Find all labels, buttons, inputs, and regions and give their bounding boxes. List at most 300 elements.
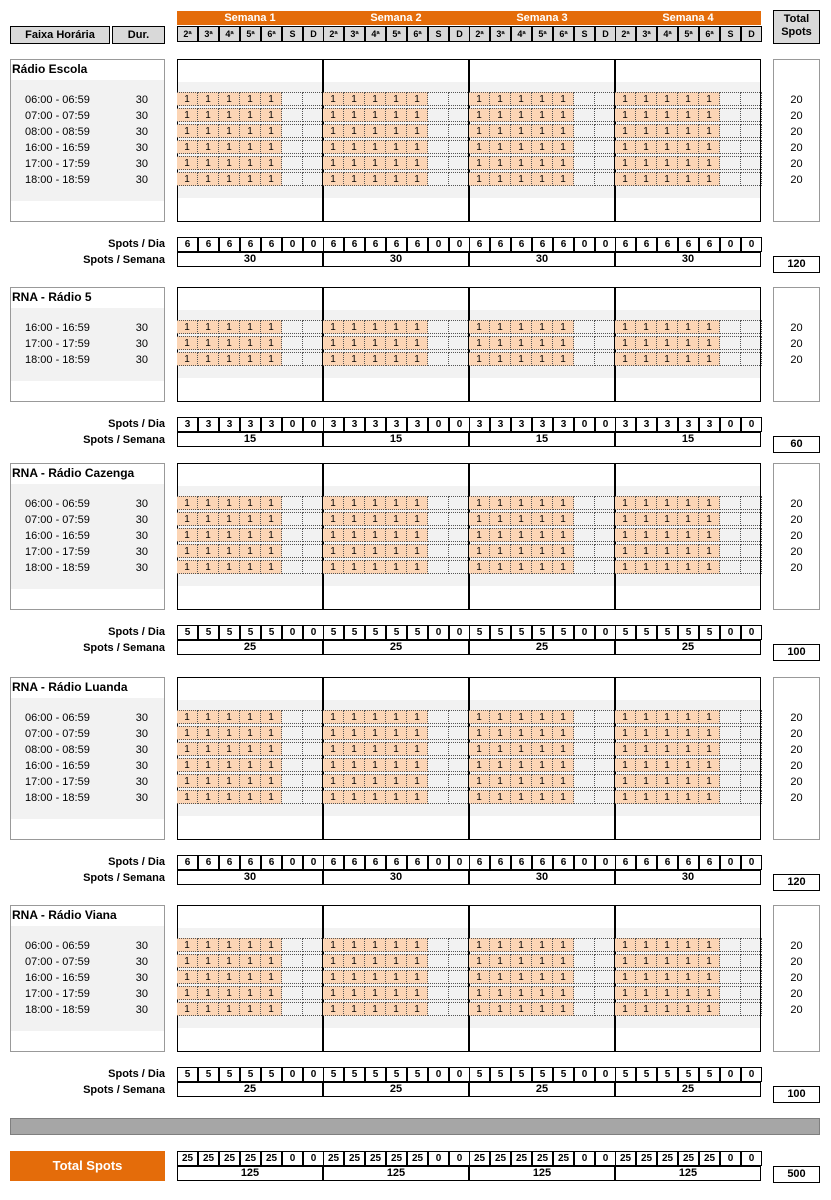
schedule-cell[interactable]	[741, 544, 762, 558]
schedule-cell[interactable]: 1	[386, 758, 407, 772]
schedule-cell[interactable]: 1	[261, 986, 282, 1000]
schedule-cell[interactable]: 1	[699, 774, 720, 788]
schedule-cell[interactable]	[303, 496, 324, 510]
schedule-cell[interactable]: 1	[240, 726, 261, 740]
schedule-cell[interactable]: 1	[198, 544, 219, 558]
schedule-cell[interactable]: 1	[177, 774, 198, 788]
schedule-cell[interactable]	[428, 970, 449, 984]
schedule-cell[interactable]: 1	[323, 528, 344, 542]
schedule-cell[interactable]: 1	[636, 560, 657, 574]
schedule-cell[interactable]: 1	[386, 528, 407, 542]
schedule-cell[interactable]	[428, 172, 449, 186]
schedule-cell[interactable]: 1	[198, 108, 219, 122]
schedule-cell[interactable]	[595, 758, 616, 772]
schedule-cell[interactable]: 1	[490, 92, 511, 106]
schedule-cell[interactable]: 1	[699, 140, 720, 154]
schedule-cell[interactable]: 1	[511, 108, 532, 122]
schedule-cell[interactable]	[428, 496, 449, 510]
schedule-cell[interactable]: 1	[198, 774, 219, 788]
schedule-cell[interactable]: 1	[198, 726, 219, 740]
schedule-cell[interactable]	[741, 774, 762, 788]
schedule-cell[interactable]: 1	[553, 336, 574, 350]
schedule-cell[interactable]: 1	[198, 352, 219, 366]
schedule-cell[interactable]: 1	[240, 172, 261, 186]
schedule-cell[interactable]: 1	[511, 320, 532, 334]
schedule-cell[interactable]	[282, 528, 303, 542]
schedule-cell[interactable]: 1	[490, 336, 511, 350]
schedule-cell[interactable]	[741, 726, 762, 740]
schedule-cell[interactable]	[449, 336, 470, 350]
schedule-cell[interactable]	[595, 140, 616, 154]
schedule-cell[interactable]	[282, 986, 303, 1000]
schedule-cell[interactable]	[741, 512, 762, 526]
schedule-cell[interactable]: 1	[323, 710, 344, 724]
schedule-cell[interactable]: 1	[240, 92, 261, 106]
schedule-cell[interactable]: 1	[240, 1002, 261, 1016]
schedule-cell[interactable]: 1	[386, 560, 407, 574]
schedule-cell[interactable]	[449, 124, 470, 138]
schedule-cell[interactable]: 1	[240, 954, 261, 968]
schedule-cell[interactable]: 1	[636, 726, 657, 740]
schedule-cell[interactable]: 1	[615, 710, 636, 724]
schedule-cell[interactable]: 1	[469, 790, 490, 804]
schedule-cell[interactable]	[282, 512, 303, 526]
schedule-cell[interactable]	[449, 156, 470, 170]
schedule-cell[interactable]: 1	[699, 156, 720, 170]
schedule-cell[interactable]	[449, 496, 470, 510]
schedule-cell[interactable]	[303, 790, 324, 804]
schedule-cell[interactable]	[303, 758, 324, 772]
schedule-cell[interactable]: 1	[240, 758, 261, 772]
schedule-cell[interactable]: 1	[344, 172, 365, 186]
schedule-cell[interactable]	[282, 774, 303, 788]
schedule-cell[interactable]	[303, 528, 324, 542]
schedule-cell[interactable]: 1	[532, 172, 553, 186]
schedule-cell[interactable]: 1	[636, 528, 657, 542]
schedule-cell[interactable]: 1	[261, 560, 282, 574]
schedule-cell[interactable]	[574, 352, 595, 366]
schedule-cell[interactable]: 1	[657, 92, 678, 106]
schedule-cell[interactable]: 1	[636, 1002, 657, 1016]
schedule-cell[interactable]: 1	[261, 528, 282, 542]
schedule-cell[interactable]: 1	[219, 710, 240, 724]
schedule-cell[interactable]: 1	[636, 124, 657, 138]
schedule-cell[interactable]	[720, 790, 741, 804]
schedule-cell[interactable]	[303, 1002, 324, 1016]
schedule-cell[interactable]: 1	[261, 758, 282, 772]
schedule-cell[interactable]: 1	[657, 512, 678, 526]
schedule-cell[interactable]	[303, 954, 324, 968]
schedule-cell[interactable]	[428, 156, 449, 170]
schedule-cell[interactable]: 1	[219, 512, 240, 526]
schedule-cell[interactable]	[303, 986, 324, 1000]
schedule-cell[interactable]: 1	[344, 726, 365, 740]
schedule-cell[interactable]: 1	[219, 108, 240, 122]
schedule-cell[interactable]: 1	[553, 140, 574, 154]
schedule-cell[interactable]	[741, 108, 762, 122]
schedule-cell[interactable]	[720, 560, 741, 574]
schedule-cell[interactable]: 1	[469, 124, 490, 138]
schedule-cell[interactable]: 1	[323, 124, 344, 138]
schedule-cell[interactable]: 1	[532, 938, 553, 952]
schedule-cell[interactable]	[449, 320, 470, 334]
schedule-cell[interactable]: 1	[532, 336, 553, 350]
schedule-cell[interactable]	[720, 544, 741, 558]
schedule-cell[interactable]	[574, 92, 595, 106]
schedule-cell[interactable]: 1	[219, 758, 240, 772]
schedule-cell[interactable]: 1	[323, 320, 344, 334]
schedule-cell[interactable]: 1	[678, 710, 699, 724]
schedule-cell[interactable]: 1	[198, 938, 219, 952]
schedule-cell[interactable]: 1	[657, 986, 678, 1000]
schedule-cell[interactable]: 1	[532, 544, 553, 558]
schedule-cell[interactable]: 1	[636, 938, 657, 952]
schedule-cell[interactable]: 1	[532, 970, 553, 984]
schedule-cell[interactable]	[741, 742, 762, 756]
schedule-cell[interactable]: 1	[469, 1002, 490, 1016]
schedule-cell[interactable]: 1	[198, 970, 219, 984]
schedule-cell[interactable]	[595, 528, 616, 542]
schedule-cell[interactable]	[449, 544, 470, 558]
schedule-cell[interactable]: 1	[469, 710, 490, 724]
schedule-cell[interactable]: 1	[511, 124, 532, 138]
schedule-cell[interactable]: 1	[657, 156, 678, 170]
schedule-cell[interactable]: 1	[240, 710, 261, 724]
schedule-cell[interactable]: 1	[511, 726, 532, 740]
schedule-cell[interactable]: 1	[219, 92, 240, 106]
schedule-cell[interactable]	[428, 124, 449, 138]
schedule-cell[interactable]	[303, 108, 324, 122]
schedule-cell[interactable]: 1	[532, 726, 553, 740]
schedule-cell[interactable]	[741, 336, 762, 350]
schedule-cell[interactable]	[282, 172, 303, 186]
schedule-cell[interactable]: 1	[657, 496, 678, 510]
schedule-cell[interactable]: 1	[657, 140, 678, 154]
schedule-cell[interactable]: 1	[344, 320, 365, 334]
schedule-cell[interactable]: 1	[323, 544, 344, 558]
schedule-cell[interactable]: 1	[407, 954, 428, 968]
schedule-cell[interactable]: 1	[177, 92, 198, 106]
schedule-cell[interactable]	[282, 1002, 303, 1016]
schedule-cell[interactable]: 1	[490, 954, 511, 968]
schedule-cell[interactable]: 1	[615, 108, 636, 122]
schedule-cell[interactable]: 1	[219, 742, 240, 756]
schedule-cell[interactable]	[574, 320, 595, 334]
schedule-cell[interactable]: 1	[678, 512, 699, 526]
schedule-cell[interactable]	[303, 320, 324, 334]
schedule-cell[interactable]: 1	[699, 986, 720, 1000]
schedule-cell[interactable]	[574, 774, 595, 788]
schedule-cell[interactable]: 1	[699, 320, 720, 334]
schedule-cell[interactable]: 1	[177, 970, 198, 984]
schedule-cell[interactable]: 1	[407, 528, 428, 542]
schedule-cell[interactable]	[282, 954, 303, 968]
schedule-cell[interactable]: 1	[511, 352, 532, 366]
schedule-cell[interactable]: 1	[678, 496, 699, 510]
schedule-cell[interactable]	[741, 560, 762, 574]
schedule-cell[interactable]: 1	[657, 172, 678, 186]
schedule-cell[interactable]	[741, 970, 762, 984]
schedule-cell[interactable]: 1	[240, 108, 261, 122]
schedule-cell[interactable]: 1	[198, 156, 219, 170]
schedule-cell[interactable]	[449, 172, 470, 186]
schedule-cell[interactable]: 1	[490, 528, 511, 542]
schedule-cell[interactable]: 1	[615, 352, 636, 366]
schedule-cell[interactable]: 1	[532, 512, 553, 526]
schedule-cell[interactable]: 1	[532, 528, 553, 542]
schedule-cell[interactable]: 1	[365, 1002, 386, 1016]
schedule-cell[interactable]: 1	[532, 140, 553, 154]
schedule-cell[interactable]	[428, 92, 449, 106]
schedule-cell[interactable]: 1	[553, 512, 574, 526]
schedule-cell[interactable]	[574, 108, 595, 122]
schedule-cell[interactable]	[720, 986, 741, 1000]
schedule-cell[interactable]	[720, 140, 741, 154]
schedule-cell[interactable]: 1	[657, 1002, 678, 1016]
schedule-cell[interactable]: 1	[657, 774, 678, 788]
schedule-cell[interactable]: 1	[699, 496, 720, 510]
schedule-cell[interactable]: 1	[407, 544, 428, 558]
schedule-cell[interactable]: 1	[177, 140, 198, 154]
schedule-cell[interactable]: 1	[699, 726, 720, 740]
schedule-cell[interactable]: 1	[261, 336, 282, 350]
schedule-cell[interactable]: 1	[323, 970, 344, 984]
schedule-cell[interactable]: 1	[636, 336, 657, 350]
schedule-cell[interactable]: 1	[615, 774, 636, 788]
schedule-cell[interactable]: 1	[553, 774, 574, 788]
schedule-cell[interactable]: 1	[177, 512, 198, 526]
schedule-cell[interactable]: 1	[469, 140, 490, 154]
schedule-cell[interactable]: 1	[511, 710, 532, 724]
schedule-cell[interactable]	[303, 172, 324, 186]
schedule-cell[interactable]: 1	[469, 742, 490, 756]
schedule-cell[interactable]	[741, 320, 762, 334]
schedule-cell[interactable]: 1	[219, 726, 240, 740]
schedule-cell[interactable]: 1	[219, 970, 240, 984]
schedule-cell[interactable]	[449, 528, 470, 542]
schedule-cell[interactable]: 1	[407, 790, 428, 804]
schedule-cell[interactable]: 1	[511, 790, 532, 804]
schedule-cell[interactable]	[720, 528, 741, 542]
schedule-cell[interactable]: 1	[177, 986, 198, 1000]
schedule-cell[interactable]: 1	[490, 758, 511, 772]
schedule-cell[interactable]: 1	[261, 970, 282, 984]
schedule-cell[interactable]	[720, 774, 741, 788]
schedule-cell[interactable]: 1	[407, 320, 428, 334]
schedule-cell[interactable]: 1	[699, 124, 720, 138]
schedule-cell[interactable]: 1	[699, 544, 720, 558]
schedule-cell[interactable]: 1	[386, 1002, 407, 1016]
schedule-cell[interactable]: 1	[323, 742, 344, 756]
schedule-cell[interactable]	[303, 140, 324, 154]
schedule-cell[interactable]	[595, 108, 616, 122]
schedule-cell[interactable]	[574, 726, 595, 740]
schedule-cell[interactable]: 1	[532, 156, 553, 170]
schedule-cell[interactable]	[595, 1002, 616, 1016]
schedule-cell[interactable]: 1	[365, 140, 386, 154]
schedule-cell[interactable]	[595, 496, 616, 510]
schedule-cell[interactable]	[720, 758, 741, 772]
schedule-cell[interactable]	[282, 320, 303, 334]
schedule-cell[interactable]	[741, 140, 762, 154]
schedule-cell[interactable]: 1	[657, 528, 678, 542]
schedule-cell[interactable]: 1	[511, 986, 532, 1000]
schedule-cell[interactable]: 1	[344, 156, 365, 170]
schedule-cell[interactable]: 1	[678, 336, 699, 350]
schedule-cell[interactable]	[741, 1002, 762, 1016]
schedule-cell[interactable]: 1	[365, 512, 386, 526]
schedule-cell[interactable]: 1	[615, 512, 636, 526]
schedule-cell[interactable]: 1	[678, 124, 699, 138]
schedule-cell[interactable]: 1	[553, 496, 574, 510]
schedule-cell[interactable]: 1	[240, 790, 261, 804]
schedule-cell[interactable]: 1	[261, 108, 282, 122]
schedule-cell[interactable]: 1	[553, 970, 574, 984]
schedule-cell[interactable]: 1	[261, 938, 282, 952]
schedule-cell[interactable]	[449, 352, 470, 366]
schedule-cell[interactable]: 1	[219, 320, 240, 334]
schedule-cell[interactable]: 1	[323, 758, 344, 772]
schedule-cell[interactable]: 1	[553, 560, 574, 574]
schedule-cell[interactable]	[449, 742, 470, 756]
schedule-cell[interactable]: 1	[240, 496, 261, 510]
schedule-cell[interactable]: 1	[177, 496, 198, 510]
schedule-cell[interactable]: 1	[636, 320, 657, 334]
schedule-cell[interactable]: 1	[490, 560, 511, 574]
schedule-cell[interactable]	[428, 774, 449, 788]
schedule-cell[interactable]: 1	[553, 1002, 574, 1016]
schedule-cell[interactable]	[282, 726, 303, 740]
schedule-cell[interactable]: 1	[511, 970, 532, 984]
schedule-cell[interactable]	[574, 938, 595, 952]
schedule-cell[interactable]	[741, 156, 762, 170]
schedule-cell[interactable]: 1	[365, 156, 386, 170]
schedule-cell[interactable]: 1	[344, 986, 365, 1000]
schedule-cell[interactable]	[595, 790, 616, 804]
schedule-cell[interactable]: 1	[407, 742, 428, 756]
schedule-cell[interactable]	[428, 758, 449, 772]
schedule-cell[interactable]: 1	[386, 790, 407, 804]
schedule-cell[interactable]	[595, 124, 616, 138]
schedule-cell[interactable]: 1	[344, 92, 365, 106]
schedule-cell[interactable]: 1	[198, 140, 219, 154]
schedule-cell[interactable]	[428, 336, 449, 350]
schedule-cell[interactable]: 1	[678, 172, 699, 186]
schedule-cell[interactable]: 1	[344, 544, 365, 558]
schedule-cell[interactable]: 1	[553, 528, 574, 542]
schedule-cell[interactable]	[574, 758, 595, 772]
schedule-cell[interactable]: 1	[615, 320, 636, 334]
schedule-cell[interactable]: 1	[240, 320, 261, 334]
schedule-cell[interactable]	[428, 320, 449, 334]
schedule-cell[interactable]: 1	[511, 938, 532, 952]
schedule-cell[interactable]: 1	[490, 970, 511, 984]
schedule-cell[interactable]: 1	[511, 774, 532, 788]
schedule-cell[interactable]: 1	[344, 758, 365, 772]
schedule-cell[interactable]	[720, 512, 741, 526]
schedule-cell[interactable]: 1	[344, 352, 365, 366]
schedule-cell[interactable]: 1	[386, 970, 407, 984]
schedule-cell[interactable]: 1	[365, 790, 386, 804]
schedule-cell[interactable]: 1	[553, 108, 574, 122]
schedule-cell[interactable]	[303, 544, 324, 558]
schedule-cell[interactable]: 1	[511, 560, 532, 574]
schedule-cell[interactable]: 1	[177, 156, 198, 170]
schedule-cell[interactable]: 1	[678, 560, 699, 574]
schedule-cell[interactable]	[449, 108, 470, 122]
schedule-cell[interactable]: 1	[407, 560, 428, 574]
schedule-cell[interactable]	[449, 774, 470, 788]
schedule-cell[interactable]	[428, 710, 449, 724]
schedule-cell[interactable]: 1	[511, 1002, 532, 1016]
schedule-cell[interactable]: 1	[323, 774, 344, 788]
schedule-cell[interactable]: 1	[678, 320, 699, 334]
schedule-cell[interactable]	[741, 758, 762, 772]
schedule-cell[interactable]	[282, 970, 303, 984]
schedule-cell[interactable]: 1	[678, 92, 699, 106]
schedule-cell[interactable]: 1	[323, 140, 344, 154]
schedule-cell[interactable]: 1	[532, 742, 553, 756]
schedule-cell[interactable]	[574, 790, 595, 804]
schedule-cell[interactable]: 1	[511, 742, 532, 756]
schedule-cell[interactable]: 1	[636, 496, 657, 510]
schedule-cell[interactable]: 1	[177, 954, 198, 968]
schedule-cell[interactable]: 1	[365, 954, 386, 968]
schedule-cell[interactable]: 1	[219, 156, 240, 170]
schedule-cell[interactable]: 1	[469, 512, 490, 526]
schedule-cell[interactable]	[574, 528, 595, 542]
schedule-cell[interactable]: 1	[553, 156, 574, 170]
schedule-cell[interactable]	[574, 156, 595, 170]
schedule-cell[interactable]	[303, 938, 324, 952]
schedule-cell[interactable]: 1	[699, 172, 720, 186]
schedule-cell[interactable]: 1	[469, 108, 490, 122]
schedule-cell[interactable]: 1	[365, 774, 386, 788]
schedule-cell[interactable]: 1	[469, 560, 490, 574]
schedule-cell[interactable]: 1	[323, 352, 344, 366]
schedule-cell[interactable]: 1	[344, 560, 365, 574]
schedule-cell[interactable]: 1	[261, 954, 282, 968]
schedule-cell[interactable]: 1	[657, 938, 678, 952]
schedule-cell[interactable]: 1	[386, 496, 407, 510]
schedule-cell[interactable]: 1	[615, 92, 636, 106]
schedule-cell[interactable]: 1	[615, 954, 636, 968]
schedule-cell[interactable]: 1	[657, 790, 678, 804]
schedule-cell[interactable]: 1	[469, 544, 490, 558]
schedule-cell[interactable]: 1	[219, 496, 240, 510]
schedule-cell[interactable]: 1	[261, 774, 282, 788]
schedule-cell[interactable]: 1	[323, 92, 344, 106]
schedule-cell[interactable]: 1	[407, 970, 428, 984]
schedule-cell[interactable]: 1	[699, 560, 720, 574]
schedule-cell[interactable]: 1	[407, 774, 428, 788]
schedule-cell[interactable]: 1	[177, 528, 198, 542]
schedule-cell[interactable]	[595, 986, 616, 1000]
schedule-cell[interactable]	[449, 512, 470, 526]
schedule-cell[interactable]	[449, 758, 470, 772]
schedule-cell[interactable]	[282, 108, 303, 122]
schedule-cell[interactable]: 1	[261, 544, 282, 558]
schedule-cell[interactable]: 1	[678, 140, 699, 154]
schedule-cell[interactable]: 1	[407, 1002, 428, 1016]
schedule-cell[interactable]	[574, 336, 595, 350]
schedule-cell[interactable]	[741, 124, 762, 138]
schedule-cell[interactable]	[449, 790, 470, 804]
schedule-cell[interactable]: 1	[365, 528, 386, 542]
schedule-cell[interactable]: 1	[240, 124, 261, 138]
schedule-cell[interactable]	[303, 352, 324, 366]
schedule-cell[interactable]: 1	[699, 790, 720, 804]
